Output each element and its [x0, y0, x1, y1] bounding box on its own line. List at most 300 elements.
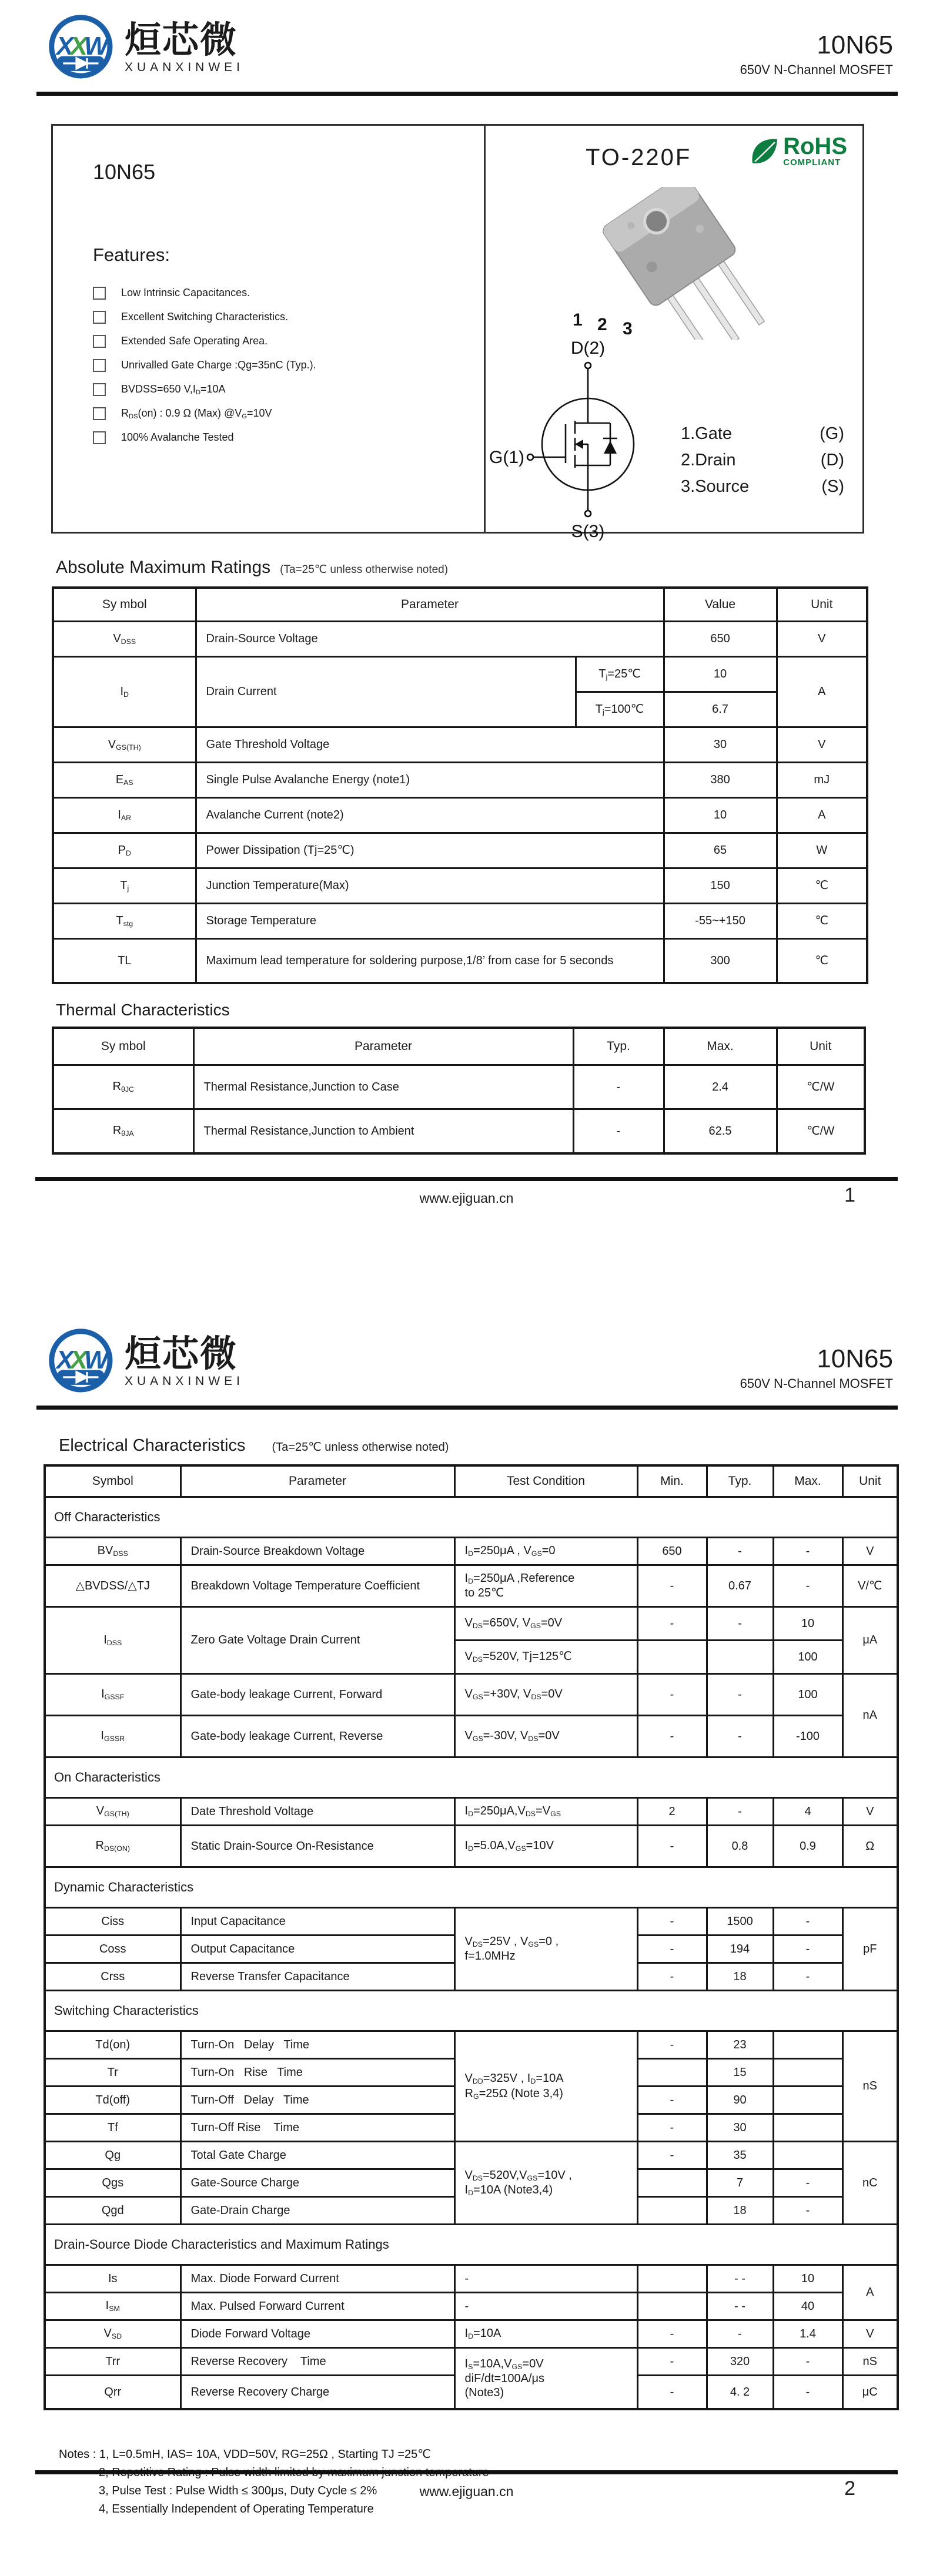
max-cell: 1.4 — [773, 2320, 842, 2348]
value-cell: 380 — [664, 763, 777, 798]
website-link[interactable]: www.ejiguan.cn — [419, 1190, 514, 1206]
table-row — [45, 1565, 898, 1607]
thermal-characteristics-table — [52, 1027, 866, 1155]
value-cell: -55~+150 — [664, 904, 777, 939]
parameter-cell: Storage Temperature — [196, 904, 664, 939]
column-header: Parameter — [193, 1028, 573, 1065]
pin-abbr: (G) — [820, 424, 844, 443]
typ-cell: 0.67 — [707, 1565, 773, 1607]
section-row — [45, 1867, 898, 1908]
min-cell: - — [637, 2114, 707, 2142]
feature-item — [93, 353, 460, 377]
typ-cell: 0.8 — [707, 1826, 773, 1867]
section-row — [45, 1497, 898, 1538]
symbol-cell: Td(on) — [45, 2031, 180, 2059]
legend-row — [681, 474, 844, 500]
column-header: Parameter — [196, 588, 664, 622]
max-cell: - — [773, 2376, 842, 2410]
symbol-cell: Qgd — [45, 2197, 180, 2225]
symbol-cell: $I_{GSSR}$ — [45, 1716, 180, 1757]
package-panel — [486, 126, 862, 541]
datasheet-page-2 — [0, 1310, 933, 2576]
parameter-cell: Turn-Off Delay Time — [180, 2087, 454, 2114]
condition-cell: $T_j=100℃$ — [576, 692, 664, 727]
svg-text:XXW: XXW — [56, 32, 105, 61]
feature-text: $R_{DS}(on)$ : 0.9 Ω (Max) $@V_G=10V$ — [121, 407, 272, 420]
feature-item — [93, 281, 460, 305]
pin-abbr: (D) — [820, 451, 844, 469]
page-footer — [0, 1177, 933, 1206]
feature-item — [93, 329, 460, 353]
note-line: 3, Pulse Test : Pulse Width ≤ 300μs, Duty Cycle ≤ 2% — [99, 2484, 377, 2497]
unit-cell: A — [777, 798, 867, 833]
parameter-cell: Date Threshold Voltage — [180, 1798, 454, 1826]
typ-cell: 23 — [707, 2031, 773, 2059]
table-row — [53, 1109, 865, 1154]
unit-cell: V — [777, 727, 867, 763]
table-row — [45, 2265, 898, 2293]
legend-row — [681, 447, 844, 474]
typ-cell: - - — [707, 2265, 773, 2293]
unit-cell: nC — [842, 2142, 898, 2225]
unit-cell: V — [842, 1538, 898, 1565]
min-cell: - — [637, 1826, 707, 1867]
brand-name-cn: 烜芯微 — [125, 18, 238, 62]
website-link[interactable]: www.ejiguan.cn — [419, 2484, 514, 2499]
column-header: Max. — [773, 1465, 842, 1497]
rohs-text — [783, 135, 847, 167]
product-overview-box — [51, 124, 864, 541]
gate-label: G(1) — [489, 448, 524, 467]
min-cell: - — [637, 2376, 707, 2410]
unit-cell: pF — [842, 1908, 898, 1991]
min-cell: - — [637, 1674, 707, 1716]
table-row — [53, 622, 867, 657]
symbol-cell: Ciss — [45, 1908, 180, 1936]
symbol-cell: $V_{GS(TH)}$ — [45, 1798, 180, 1826]
typ-cell: 15 — [707, 2059, 773, 2087]
condition-cell: $V_{DS}=520V$, Tj=125℃ — [454, 1641, 637, 1674]
parameter-cell: Avalanche Current (note2) — [196, 798, 664, 833]
brand-name-cn: 烜芯微 — [125, 1332, 238, 1376]
ec-section-title: Electrical Characteristics (Ta=25℃ unless otherwise noted) — [59, 1436, 449, 1455]
part-number: 10N65 — [817, 1344, 893, 1373]
brand-name-en: XUANXINWEI — [125, 1374, 245, 1388]
parameter-cell: Total Gate Charge — [180, 2142, 454, 2169]
mosfet-symbol-diagram — [489, 337, 683, 543]
checkbox-icon — [93, 335, 106, 348]
table-row — [53, 727, 867, 763]
max-cell: - — [773, 2348, 842, 2376]
feature-item — [93, 401, 460, 425]
section-title: Dynamic Characteristics — [45, 1867, 898, 1908]
table-row — [53, 833, 867, 868]
column-header: Typ. — [707, 1465, 773, 1497]
feature-text: BVDSS=650 $V,I_D=10A$ — [121, 383, 226, 396]
typ-cell: 18 — [707, 1963, 773, 1991]
table-header-row — [53, 1028, 865, 1065]
typ-cell: 4. 2 — [707, 2376, 773, 2410]
parameter-cell: Static Drain-Source On-Resistance — [180, 1826, 454, 1867]
symbol-cell: Crss — [45, 1963, 180, 1991]
min-cell — [637, 2169, 707, 2197]
feature-text: Low Intrinsic Capacitances. — [121, 287, 250, 298]
table-row — [45, 1674, 898, 1716]
max-cell: 100 — [773, 1641, 842, 1674]
symbol-cell: Trr — [45, 2348, 180, 2376]
table-row — [45, 2142, 898, 2169]
max-cell — [773, 2087, 842, 2114]
unit-cell: ℃/W — [777, 1065, 865, 1109]
feature-item — [93, 377, 460, 401]
min-cell: 650 — [637, 1538, 707, 1565]
part-subtitle: 650V N-Channel MOSFET — [740, 1376, 893, 1391]
header-rule — [36, 92, 898, 96]
symbol-cell: TL — [53, 939, 196, 984]
symbol-cell: $V_{GS(TH)}$ — [53, 727, 196, 763]
min-cell: - — [637, 2142, 707, 2169]
symbol-cell: $E_{AS}$ — [53, 763, 196, 798]
symbol-cell: $BV_{DSS}$ — [45, 1538, 180, 1565]
symbol-cell: Qgs — [45, 2169, 180, 2197]
table-row — [45, 2031, 898, 2059]
unit-cell: nA — [842, 1674, 898, 1757]
value-cell: 150 — [664, 868, 777, 904]
max-cell: 10 — [773, 1607, 842, 1641]
symbol-cell: $R_{DS(ON)}$ — [45, 1826, 180, 1867]
parameter-cell: Drain Current — [196, 657, 576, 727]
max-cell: 40 — [773, 2293, 842, 2320]
min-cell: - — [637, 2348, 707, 2376]
symbol-cell: $T_j$ — [53, 868, 196, 904]
column-header: Value — [664, 588, 777, 622]
max-cell: - — [773, 1565, 842, 1607]
symbol-cell: Qrr — [45, 2376, 180, 2410]
max-cell: - — [773, 1963, 842, 1991]
feature-text: 100% Avalanche Tested — [121, 431, 234, 443]
parameter-cell: Breakdown Voltage Temperature Coefficient — [180, 1565, 454, 1607]
pin-name: 1.Gate — [681, 424, 733, 443]
unit-cell: V — [842, 1798, 898, 1826]
condition-cell: $I_D=5.0A,V_{GS}=10V$ — [454, 1826, 637, 1867]
max-cell: 10 — [773, 2265, 842, 2293]
legend-row — [681, 421, 844, 447]
condition-cell: $V_{GS}=-30V$, $V_{DS}=0V$ — [454, 1716, 637, 1757]
table-row — [53, 1065, 865, 1109]
part-subtitle: 650V N-Channel MOSFET — [740, 62, 893, 78]
section-title: On Characteristics — [45, 1757, 898, 1798]
column-header: Sy mbol — [53, 1028, 193, 1065]
checkbox-icon — [93, 407, 106, 420]
symbol-cell: Qg — [45, 2142, 180, 2169]
header-rule — [36, 1406, 898, 1410]
parameter-cell: Gate-body leakage Current, Reverse — [180, 1716, 454, 1757]
pin-name: 3.Source — [681, 477, 750, 496]
table-row — [45, 1826, 898, 1867]
min-cell: - — [637, 2087, 707, 2114]
leaf-icon — [749, 135, 780, 168]
parameter-cell: Junction Temperature(Max) — [196, 868, 664, 904]
pin-name: 2.Drain — [681, 451, 736, 469]
column-header: Unit — [842, 1465, 898, 1497]
parameter-cell: Max. Pulsed Forward Current — [180, 2293, 454, 2320]
parameter-cell: Diode Forward Voltage — [180, 2320, 454, 2348]
parameter-cell: Reverse Recovery Charge — [180, 2376, 454, 2410]
parameter-cell: Gate-Source Charge — [180, 2169, 454, 2197]
typ-cell: - — [707, 1798, 773, 1826]
package-leg — [691, 276, 739, 340]
typ-cell: - — [707, 1538, 773, 1565]
parameter-cell: Maximum lead temperature for soldering purpose,1/8’ from case for 5 seconds — [196, 939, 664, 984]
rohs-badge — [749, 135, 847, 168]
parameter-cell: Turn-On Delay Time — [180, 2031, 454, 2059]
typ-cell: 7 — [707, 2169, 773, 2197]
table-row — [45, 1607, 898, 1641]
max-cell: - — [773, 2169, 842, 2197]
table-row — [45, 2320, 898, 2348]
note-line: Notes : 1, L=0.5mH, IAS= 10A, VDD=50V, RG=25Ω , Starting TJ =25℃ — [59, 2448, 431, 2461]
unit-cell: A — [842, 2265, 898, 2320]
parameter-cell: Thermal Resistance,Junction to Case — [193, 1065, 573, 1109]
parameter-cell: Gate-body leakage Current, Forward — [180, 1674, 454, 1716]
min-cell: - — [637, 1963, 707, 1991]
symbol-cell: $I_{DSS}$ — [45, 1607, 180, 1674]
parameter-cell: Max. Diode Forward Current — [180, 2265, 454, 2293]
checkbox-icon — [93, 383, 106, 396]
column-header: Symbol — [45, 1465, 180, 1497]
max-cell — [773, 2059, 842, 2087]
parameter-cell: Turn-Off Rise Time — [180, 2114, 454, 2142]
symbol-cell: $I_{SM}$ — [45, 2293, 180, 2320]
brand-name-en: XUANXINWEI — [125, 60, 245, 74]
table-row — [45, 2348, 898, 2376]
note-line: 4, Essentially Independent of Operating Temperature — [99, 2503, 374, 2515]
condition-cell: - — [454, 2293, 637, 2320]
brand-logo-icon — [46, 1326, 118, 1397]
table-row — [45, 1798, 898, 1826]
mosfet-arrow — [575, 440, 583, 449]
parameter-cell: Drain-Source Breakdown Voltage — [180, 1538, 454, 1565]
symbol-cell: $I_{GSSF}$ — [45, 1674, 180, 1716]
symbol-cell: $R_{\theta JC}$ — [53, 1065, 193, 1109]
column-header: Min. — [637, 1465, 707, 1497]
typ-cell: 30 — [707, 2114, 773, 2142]
typ-cell: 90 — [707, 2087, 773, 2114]
section-row — [45, 1991, 898, 2031]
parameter-cell: Drain-Source Voltage — [196, 622, 664, 657]
condition-cell: $V_{DS}=25V$ , $V_{GS}=0$ , f=1.0MHz — [454, 1908, 637, 1991]
electrical-characteristics-table — [44, 1464, 899, 2410]
max-cell: - — [773, 1538, 842, 1565]
condition-cell: $V_{GS}=+30V$, $V_{DS}=0V$ — [454, 1674, 637, 1716]
typ-cell: - — [707, 1607, 773, 1641]
symbol-cell: $V_{DSS}$ — [53, 622, 196, 657]
table-row — [53, 868, 867, 904]
part-number: 10N65 — [817, 31, 893, 59]
min-cell — [637, 2197, 707, 2225]
min-cell — [637, 2059, 707, 2087]
column-header: Max. — [664, 1028, 777, 1065]
condition-cell: - — [454, 2265, 637, 2293]
value-cell: 650 — [664, 622, 777, 657]
amr-section-title: Absolute Maximum Ratings (Ta=25℃ unless otherwise noted) — [56, 558, 449, 577]
unit-cell: nS — [842, 2348, 898, 2376]
parameter-cell: Zero Gate Voltage Drain Current — [180, 1607, 454, 1674]
table-row — [53, 904, 867, 939]
symbol-cell: Is — [45, 2265, 180, 2293]
max-cell: 0.9 — [773, 1826, 842, 1867]
unit-cell: mJ — [777, 763, 867, 798]
table-row — [45, 1908, 898, 1936]
footer-rule — [35, 2470, 898, 2474]
features-list — [93, 281, 460, 450]
condition-cell: $I_S=10A,V_{GS}=0V$ diF/dt=100A/μs (Note3) — [454, 2348, 637, 2410]
condition-cell: $V_{DD}=325V$ , $I_D=10A$ $R_G=25\Omega$ (Note 3,4) — [454, 2031, 637, 2142]
symbol-cell: $T_{stg}$ — [53, 904, 196, 939]
checkbox-icon — [93, 287, 106, 300]
parameter-cell: Single Pulse Avalanche Energy (note1) — [196, 763, 664, 798]
typ-cell — [707, 1641, 773, 1674]
amr-condition-note: (Ta=25℃ unless otherwise noted) — [280, 564, 449, 576]
value-cell: 65 — [664, 833, 777, 868]
max-cell: 62.5 — [664, 1109, 777, 1154]
value-cell: 10 — [664, 798, 777, 833]
checkbox-icon — [93, 431, 106, 444]
pin-legend — [681, 421, 844, 500]
min-cell — [637, 2265, 707, 2293]
drain-label: D(2) — [570, 338, 606, 358]
max-cell: 100 — [773, 1674, 842, 1716]
brand-block — [46, 12, 244, 83]
checkbox-icon — [93, 311, 106, 324]
min-cell: - — [637, 1607, 707, 1641]
table-row — [45, 1538, 898, 1565]
min-cell: - — [637, 1936, 707, 1963]
package-leg — [717, 259, 765, 325]
page-header — [0, 0, 933, 83]
max-cell: - — [773, 1936, 842, 1963]
features-title: Features: — [93, 244, 170, 265]
min-cell — [637, 1641, 707, 1674]
parameter-cell: Power Dissipation (Tj=25℃) — [196, 833, 664, 868]
brand-logo-icon — [46, 12, 118, 83]
max-cell — [773, 2142, 842, 2169]
value-cell: 10 — [664, 657, 777, 692]
symbol-cell: $R_{\theta JA}$ — [53, 1109, 193, 1154]
parameter-cell: Input Capacitance — [180, 1908, 454, 1936]
column-header: Parameter — [180, 1465, 454, 1497]
parameter-cell: Reverse Transfer Capacitance — [180, 1963, 454, 1991]
min-cell: 2 — [637, 1798, 707, 1826]
product-part-number: 10N65 — [93, 160, 156, 184]
rohs-label: RoHS — [783, 133, 847, 159]
typ-cell: 1500 — [707, 1908, 773, 1936]
value-cell: 6.7 — [664, 692, 777, 727]
typ-cell: - - — [707, 2293, 773, 2320]
symbol-cell: Td(off) — [45, 2087, 180, 2114]
unit-cell: V — [842, 2320, 898, 2348]
max-cell: - — [773, 2197, 842, 2225]
parameter-cell: Gate-Drain Charge — [180, 2197, 454, 2225]
page-header — [0, 1310, 933, 1397]
page-number: 1 — [844, 1184, 855, 1206]
body-diode-icon — [604, 441, 617, 454]
brand-block — [46, 1326, 244, 1397]
unit-cell: V — [777, 622, 867, 657]
condition-cell: $V_{DS}=520V,V_{GS}=10V$ , $I_D=10A$ (Note3,4) — [454, 2142, 637, 2225]
parameter-cell: Reverse Recovery Time — [180, 2348, 454, 2376]
symbol-cell: Tf — [45, 2114, 180, 2142]
typ-cell: - — [707, 1674, 773, 1716]
typ-cell: - — [707, 2320, 773, 2348]
unit-cell: ℃ — [777, 939, 867, 984]
min-cell: - — [637, 2320, 707, 2348]
symbol-cell: △BVDSS/△TJ — [45, 1565, 180, 1607]
value-cell: 30 — [664, 727, 777, 763]
rohs-compliant-label: COMPLIANT — [783, 157, 841, 167]
feature-item — [93, 425, 460, 450]
page-footer — [0, 2470, 933, 2500]
parameter-cell: Gate Threshold Voltage — [196, 727, 664, 763]
max-cell: 4 — [773, 1798, 842, 1826]
typ-cell: - — [573, 1065, 664, 1109]
section-row — [45, 2225, 898, 2265]
feature-text: Unrivalled Gate Charge :Qg=35nC (Typ.). — [121, 359, 316, 371]
thermal-section-title: Thermal Characteristics — [56, 1001, 230, 1019]
typ-cell: - — [707, 1716, 773, 1757]
table-header-row — [45, 1465, 898, 1497]
pin-number-label: 3 — [623, 319, 633, 338]
table-row — [53, 763, 867, 798]
column-header: Unit — [777, 1028, 865, 1065]
unit-cell: μA — [842, 1607, 898, 1674]
unit-cell: W — [777, 833, 867, 868]
footer-rule — [35, 1177, 898, 1181]
min-cell: - — [637, 2031, 707, 2059]
condition-cell: $V_{DS}=650V$, $V_{GS}=0V$ — [454, 1607, 637, 1641]
parameter-cell: Output Capacitance — [180, 1936, 454, 1963]
pin-number-label: 2 — [597, 315, 607, 334]
max-cell: -100 — [773, 1716, 842, 1757]
section-title: Switching Characteristics — [45, 1991, 898, 2031]
table-row — [53, 798, 867, 833]
table-row — [45, 2293, 898, 2320]
column-header: Sy mbol — [53, 588, 196, 622]
doc-title-block — [740, 12, 893, 78]
max-cell — [773, 2031, 842, 2059]
features-panel — [53, 126, 486, 532]
feature-text: Extended Safe Operating Area. — [121, 335, 268, 347]
symbol-cell: $I_D$ — [53, 657, 196, 727]
typ-cell: - — [573, 1109, 664, 1154]
unit-cell: ℃/W — [777, 1109, 865, 1154]
unit-cell: ℃ — [777, 868, 867, 904]
pin-number-label: 1 — [573, 310, 583, 330]
doc-title-block — [740, 1326, 893, 1391]
max-cell: 2.4 — [664, 1065, 777, 1109]
max-cell — [773, 2114, 842, 2142]
brand-names — [125, 1334, 244, 1388]
unit-cell: ℃ — [777, 904, 867, 939]
max-cell: - — [773, 1908, 842, 1936]
typ-cell: 35 — [707, 2142, 773, 2169]
condition-cell: $T_j=25℃$ — [576, 657, 664, 692]
package-title-row — [499, 135, 850, 171]
brand-names — [125, 18, 245, 74]
min-cell: - — [637, 1565, 707, 1607]
absolute-maximum-ratings-table — [52, 586, 868, 984]
source-label: S(3) — [571, 522, 605, 541]
